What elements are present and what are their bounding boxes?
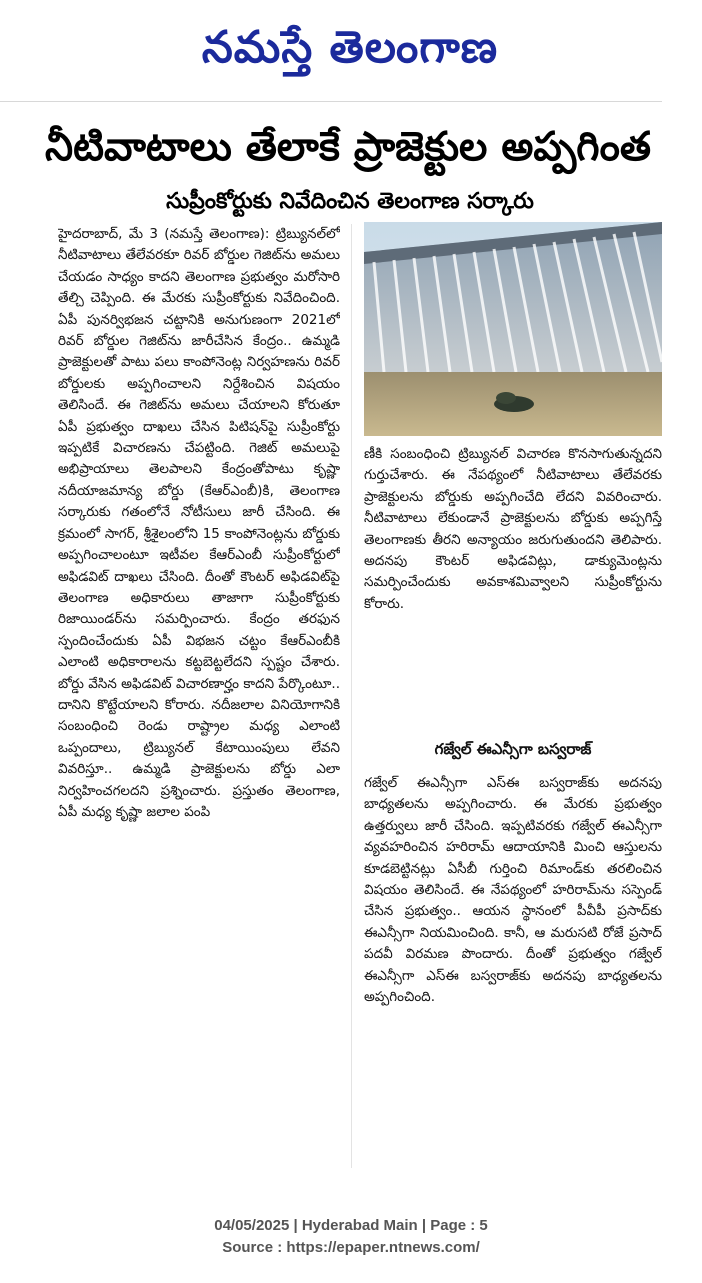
right-column-top-text: ణీకి సంబంధించి ట్రిబ్యునల్ విచారణ కొనసాగుతున్నదని గుర్తుచేశారు. ఈ నేపథ్యంలో నీటివాటాలు తేలేవరకు ప్రాజెక్టులను బోర్డుకు అప్పగించేది లేదని వివరించారు. నీటివాటాలు లేకుండానే ప్రాజెక్టులను బోర్డుకు అప్పగిస్తే తెలంగాణకు తీరని అన్యాయం జరుగుతుందని తెలిపారు. అదనపు కౌంటర్ అఫిడవిట్లు, డాక్యుమెంట్లను సమర్పించేందుకు అవకాశమివ్వాలని సుప్రీంకోర్టును కోరారు. (364, 446, 662, 612)
dam-photo (364, 222, 662, 436)
right-column-bottom-text: గజ్వేల్ ఈఎన్సీగా ఎస్‌ఈ బస్వరాజ్‌కు అదనపు బాధ్యతలను అప్పగించారు. ఈ మేరకు ప్రభుత్వం ఉత్తర్వులు జారీ చేసింది. ఇప్పటివరకు గజ్వేల్ ఈఎన్సీగా వ్యవహరించిన హరిరామ్ ఆదాయానికి మించి ఆస్తులను కూడబెట్టినట్లు ఏసీబీ గుర్తించి రిమాండ్‌కు తరలించిన విషయం తెలిసిందే. ఈ నేపథ్యంలో హరిరామ్‌ను సస్పెండ్ చేసిన ప్రభుత్వం.. ఆయన స్థానంలో పీవీపీ ప్రసాద్‌కు ఈఎన్సీగా నియమించింది. కానీ, ఆ మరుసటి రోజే ప్రసాద్ పదవీ విరమణ పొందారు. దీంతో ప్రభుత్వం గజ్వేల్ ఈఎన్సీగా ఎస్‌ఈ బస్వరాజ్‌కు అదనపు బాధ్యతలను అప్పగించింది. (364, 775, 662, 1006)
left-column-text: హైదరాబాద్, మే 3 (నమస్తే తెలంగాణ): ట్రిబ్యునల్‌లో నీటివాటాలు తేలేవరకూ రివర్ బోర్డుల గెజిట్‌ను అమలు చేయడం సాధ్యం కాదని తెలంగాణ ప్రభుత్వం మరోసారి తేల్చి చెప్పింది. ఈ మేరకు సుప్రీంకోర్టుకు నివేదించింది. ఏపీ పునర్విభజన చట్టానికి అనుగుణంగా 2021లో రివర్ బోర్డుల గెజిట్‌ను జారీచేసిన కేంద్రం.. ఉమ్మడి ప్రాజెక్టులతో పాటు పలు కాంపోనెంట్ల నిర్వహణను రివర్ బోర్డులకు అప్పగించాలని నిర్దేశించిన విషయం తెలిసిందే. ఈ గెజిట్‌ను అమలు చేయాలని కోరుతూ ఏపీ ప్రభుత్వం దాఖలు చేసిన పిటిషన్‌పై సుప్రీంకోర్టు ఇప్పటికే విచారణను చేపట్టింది. గెజిట్ అమలుపై అభిప్రాయాలు తెలపాలని కేంద్రంతోపాటు కృష్ణా నదీయాజమాన్య బోర్డు (కేఆర్‌ఎంబీ)కి, తెలంగాణ సర్కారుకు గతంలోనే నోటీసులు జారీ చేసింది. ఈ క్రమంలో సాగర్, శ్రీశైలంలోని 15 కాంపోనెంట్లను బోర్డుకు అప్పగించాలంటూ ఇటీవల కేఆర్‌ఎంబీ సుప్రీంకోర్టులో అఫిడవిట్ దాఖలు చేసింది. దీంతో కౌంటర్ అఫిడవిట్‌పై తెలంగాణ అధికారులు తాజాగా సుప్రీంకోర్టుకు రిజాయిండర్‌ను సమర్పించారు. కేంద్రం తరఫున స్పందించేందుకు ఏపీ విభజన చట్టం కేఆర్‌ఎంబీకి ఎలాంటి అధికారాలను కట్టబెట్టలేదని స్పష్టం చేశారు. బోర్డు వేసిన అఫిడవిట్ విచారణార్హం కాదని పేర్కొంటూ.. దానిని కొట్టేయాలని కోరారు. నదీజలాల వినియోగానికి సంబంధించి రెండు రాష్ట్రాల మధ్య ఎలాంటి ఒప్పందాలు, ట్రిబ్యునల్ కేటాయింపులు లేవని వివరిస్తూ.. ఉమ్మడి ప్రాజెక్టులను బోర్డు ఎలా నిర్వహించగలదని ప్రశ్నించారు. ప్రస్తుతం తెలంగాణ, ఏపీ మధ్య కృష్ణా జలాల పంపి (58, 226, 340, 820)
article-subheadline: సుప్రీంకోర్టుకు నివేదించిన తెలంగాణ సర్కారు (166, 189, 534, 214)
article-sub-headline: గజ్వేల్ ఈఎన్సీగా బస్వరాజ్ (434, 740, 592, 758)
article-headline: నీటివాటాలు తేలాకే ప్రాజెక్టుల అప్పగింత (45, 124, 651, 170)
footer-date-edition: 04/05/2025 | Hyderabad Main | Page : 5 (214, 1217, 488, 1234)
column-divider (351, 224, 352, 1168)
article-left-column (58, 224, 340, 1168)
footer-source: Source : https://epaper.ntnews.com/ (222, 1239, 480, 1256)
page-footer (0, 1215, 702, 1259)
article-right-column-bottom (364, 773, 662, 1167)
article-right-column-top (364, 444, 662, 722)
masthead-divider (0, 101, 662, 102)
newspaper-masthead: నమస్తే తెలంగాణ (201, 22, 499, 73)
